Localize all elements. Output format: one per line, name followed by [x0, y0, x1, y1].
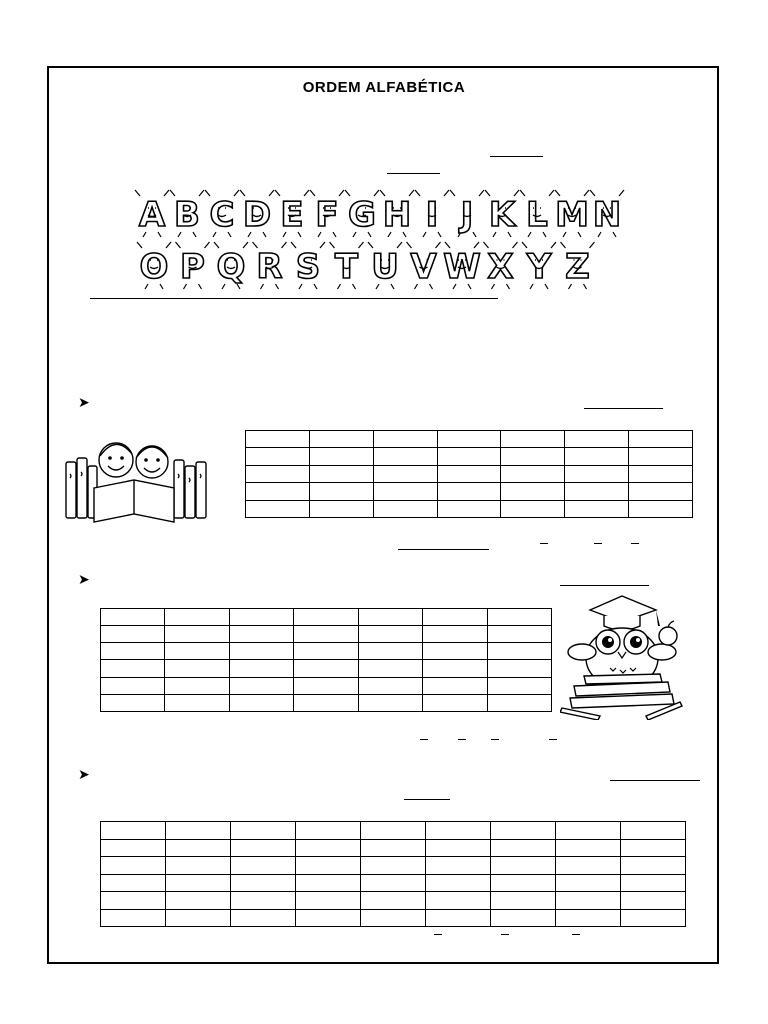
alphabet-letter-glyph: P	[180, 247, 205, 287]
blank-cell[interactable]	[101, 660, 165, 677]
blank-cell[interactable]	[629, 500, 693, 517]
blank-cell[interactable]	[491, 857, 556, 875]
table-row	[101, 609, 552, 626]
blank-cell[interactable]	[501, 448, 565, 465]
alphabet-letter-glyph: H	[382, 195, 412, 235]
blank-cell[interactable]	[166, 857, 231, 875]
blank-cell[interactable]	[565, 448, 629, 465]
blank-cell[interactable]	[101, 892, 166, 910]
blank-cell[interactable]	[487, 694, 551, 711]
alphabet-letter-glyph: F	[315, 195, 339, 235]
blank-cell[interactable]	[437, 500, 501, 517]
owl-graduate-illustration	[560, 590, 686, 720]
table-row	[101, 677, 552, 694]
cartoon-alphabet	[132, 184, 632, 292]
alphabet-letter-glyph: T	[334, 247, 359, 287]
dash	[631, 543, 639, 544]
alphabet-letter	[170, 190, 204, 237]
dash	[501, 934, 509, 935]
blank-cell[interactable]	[487, 643, 551, 660]
blank-cell[interactable]	[621, 822, 686, 840]
blank-cell[interactable]	[296, 839, 361, 857]
blank-cell[interactable]	[621, 874, 686, 892]
blank-cell[interactable]	[229, 677, 293, 694]
alphabet-letter-glyph: B	[174, 195, 200, 235]
table-row	[101, 660, 552, 677]
blank-cell[interactable]	[426, 909, 491, 927]
blank-cell[interactable]	[556, 874, 621, 892]
blank-cell[interactable]	[629, 483, 693, 500]
alphabet-letter	[205, 190, 239, 237]
alphabet-letter	[407, 242, 441, 289]
blank-cell[interactable]	[165, 677, 229, 694]
blank-line	[560, 585, 649, 586]
alphabet-letter-glyph: G	[348, 195, 376, 235]
dash	[420, 739, 428, 740]
blank-cell[interactable]	[296, 874, 361, 892]
dash	[572, 934, 580, 935]
alphabet-letter	[485, 190, 519, 237]
blank-cell[interactable]	[361, 874, 426, 892]
blank-cell[interactable]	[556, 822, 621, 840]
blank-line	[387, 173, 440, 174]
blank-cell[interactable]	[423, 643, 487, 660]
blank-cell[interactable]	[491, 909, 556, 927]
dash	[491, 739, 499, 740]
alphabet-letter	[253, 242, 287, 289]
alphabet-letter-glyph: E	[280, 195, 304, 235]
blank-cell[interactable]	[423, 694, 487, 711]
blank-cell[interactable]	[621, 909, 686, 927]
blank-cell[interactable]	[231, 909, 296, 927]
blank-cell[interactable]	[487, 626, 551, 643]
blank-line	[90, 298, 498, 299]
table-row	[101, 874, 686, 892]
blank-cell[interactable]	[166, 822, 231, 840]
blank-cell[interactable]	[501, 500, 565, 517]
alphabet-letter-glyph: K	[488, 195, 516, 235]
blank-cell[interactable]	[101, 857, 166, 875]
blank-cell[interactable]	[229, 660, 293, 677]
exercise-2-table	[100, 608, 552, 712]
blank-cell[interactable]	[426, 857, 491, 875]
blank-cell[interactable]	[246, 431, 310, 448]
blank-cell[interactable]	[231, 874, 296, 892]
alphabet-letter-glyph: Z	[565, 247, 590, 287]
blank-cell[interactable]	[165, 609, 229, 626]
blank-cell[interactable]	[491, 874, 556, 892]
blank-cell[interactable]	[294, 660, 358, 677]
alphabet-letter	[555, 190, 589, 237]
blank-cell[interactable]	[437, 465, 501, 482]
worksheet-title: ORDEM ALFABÉTICA	[302, 79, 466, 96]
exercise-3-table	[100, 821, 686, 927]
alphabet-letter	[590, 190, 624, 237]
alphabet-letter-glyph: W	[443, 247, 481, 287]
alphabet-letter	[380, 190, 414, 237]
alphabet-letter-glyph: D	[242, 195, 272, 235]
blank-cell[interactable]	[246, 500, 310, 517]
table-row	[101, 857, 686, 875]
blank-cell[interactable]	[229, 694, 293, 711]
blank-cell[interactable]	[361, 909, 426, 927]
blank-cell[interactable]	[373, 483, 437, 500]
table-row	[246, 465, 693, 482]
blank-cell[interactable]	[294, 626, 358, 643]
blank-cell[interactable]	[621, 892, 686, 910]
blank-cell[interactable]	[501, 431, 565, 448]
alphabet-letter-glyph: O	[139, 247, 169, 287]
alphabet-letter-glyph: J	[460, 195, 474, 235]
alphabet-letter	[450, 190, 484, 237]
dash	[434, 934, 442, 935]
blank-cell[interactable]	[309, 500, 373, 517]
alphabet-letter-glyph: R	[256, 247, 283, 287]
alphabet-letter	[443, 242, 481, 289]
blank-cell[interactable]	[361, 857, 426, 875]
alphabet-letter	[484, 242, 518, 289]
blank-cell[interactable]	[231, 892, 296, 910]
blank-cell[interactable]	[101, 839, 166, 857]
blank-cell[interactable]	[231, 857, 296, 875]
blank-cell[interactable]	[165, 626, 229, 643]
blank-cell[interactable]	[296, 892, 361, 910]
alphabet-letter-glyph: I	[425, 195, 439, 235]
blank-line	[610, 780, 700, 781]
blank-cell[interactable]	[487, 677, 551, 694]
alphabet-letter-glyph: L	[526, 195, 548, 235]
alphabet-letter-glyph: U	[371, 247, 399, 287]
blank-cell[interactable]	[629, 431, 693, 448]
blank-cell[interactable]	[309, 483, 373, 500]
blank-line	[398, 549, 489, 550]
blank-cell[interactable]	[426, 822, 491, 840]
blank-cell[interactable]	[556, 892, 621, 910]
dash	[458, 739, 466, 740]
blank-cell[interactable]	[246, 483, 310, 500]
blank-cell[interactable]	[565, 500, 629, 517]
blank-cell[interactable]	[437, 431, 501, 448]
alphabet-letter	[522, 242, 556, 289]
blank-cell[interactable]	[165, 660, 229, 677]
blank-cell[interactable]	[491, 892, 556, 910]
alphabet-row-2	[137, 242, 595, 289]
blank-cell[interactable]	[101, 909, 166, 927]
blank-cell[interactable]	[565, 431, 629, 448]
blank-cell[interactable]	[629, 465, 693, 482]
blank-cell[interactable]	[294, 694, 358, 711]
dash	[594, 543, 602, 544]
blank-cell[interactable]	[426, 892, 491, 910]
blank-cell[interactable]	[361, 892, 426, 910]
blank-cell[interactable]	[101, 643, 165, 660]
blank-line	[490, 156, 543, 157]
blank-cell[interactable]	[309, 465, 373, 482]
blank-line	[404, 799, 450, 800]
table-row	[101, 839, 686, 857]
bullet-arrow-icon: ➤	[78, 395, 90, 411]
blank-cell[interactable]	[373, 500, 437, 517]
table-row	[101, 694, 552, 711]
blank-cell[interactable]	[229, 609, 293, 626]
alphabet-letter-glyph: Q	[216, 247, 246, 287]
blank-cell[interactable]	[565, 483, 629, 500]
alphabet-letter	[310, 190, 344, 237]
blank-cell[interactable]	[231, 822, 296, 840]
blank-cell[interactable]	[294, 643, 358, 660]
alphabet-letter	[368, 242, 402, 289]
blank-cell[interactable]	[358, 609, 422, 626]
bullet-arrow-icon: ➤	[78, 767, 90, 783]
blank-cell[interactable]	[101, 822, 166, 840]
alphabet-letter	[415, 190, 449, 237]
alphabet-letter-glyph: S	[295, 247, 321, 287]
table-row	[246, 500, 693, 517]
blank-cell[interactable]	[491, 822, 556, 840]
alphabet-letter	[520, 190, 554, 237]
blank-cell[interactable]	[294, 609, 358, 626]
blank-cell[interactable]	[231, 839, 296, 857]
table-row	[101, 626, 552, 643]
blank-cell[interactable]	[423, 677, 487, 694]
blank-cell[interactable]	[246, 448, 310, 465]
alphabet-letter	[176, 242, 210, 289]
alphabet-letter-glyph: V	[410, 247, 437, 287]
alphabet-letter-glyph: X	[487, 247, 514, 287]
alphabet-letter	[291, 242, 325, 289]
blank-cell[interactable]	[229, 643, 293, 660]
blank-cell[interactable]	[296, 857, 361, 875]
blank-cell[interactable]	[373, 465, 437, 482]
blank-cell[interactable]	[296, 909, 361, 927]
blank-cell[interactable]	[423, 626, 487, 643]
blank-cell[interactable]	[556, 839, 621, 857]
alphabet-letter	[275, 190, 309, 237]
blank-cell[interactable]	[501, 483, 565, 500]
alphabet-letter	[137, 242, 171, 289]
alphabet-letter	[330, 242, 364, 289]
blank-cell[interactable]	[437, 448, 501, 465]
blank-line	[584, 408, 663, 409]
blank-cell[interactable]	[373, 448, 437, 465]
blank-cell[interactable]	[629, 448, 693, 465]
dash	[540, 543, 548, 544]
blank-cell[interactable]	[358, 660, 422, 677]
blank-cell[interactable]	[501, 465, 565, 482]
alphabet-letter-glyph: A	[138, 195, 166, 235]
blank-cell[interactable]	[373, 431, 437, 448]
dash	[549, 739, 557, 740]
blank-cell[interactable]	[361, 839, 426, 857]
blank-cell[interactable]	[426, 874, 491, 892]
alphabet-letter	[240, 190, 274, 237]
table-row	[246, 431, 693, 448]
blank-cell[interactable]	[309, 431, 373, 448]
blank-cell[interactable]	[166, 892, 231, 910]
alphabet-letter-glyph: C	[209, 195, 235, 235]
alphabet-letter	[214, 242, 248, 289]
alphabet-letter	[345, 190, 379, 237]
table-row	[101, 909, 686, 927]
blank-cell[interactable]	[423, 660, 487, 677]
blank-cell[interactable]	[556, 909, 621, 927]
blank-cell[interactable]	[101, 874, 166, 892]
blank-cell[interactable]	[621, 857, 686, 875]
blank-cell[interactable]	[246, 465, 310, 482]
blank-cell[interactable]	[101, 609, 165, 626]
blank-cell[interactable]	[166, 909, 231, 927]
table-row	[101, 643, 552, 660]
blank-cell[interactable]	[166, 874, 231, 892]
blank-cell[interactable]	[309, 448, 373, 465]
alphabet-letter-glyph: M	[555, 195, 589, 235]
blank-cell[interactable]	[166, 839, 231, 857]
table-row	[246, 448, 693, 465]
blank-cell[interactable]	[296, 822, 361, 840]
blank-cell[interactable]	[487, 660, 551, 677]
bullet-arrow-icon: ➤	[78, 572, 90, 588]
kids-reading-illustration	[64, 432, 216, 524]
table-row	[246, 483, 693, 500]
alphabet-letter	[135, 190, 169, 237]
blank-cell[interactable]	[556, 857, 621, 875]
blank-cell[interactable]	[487, 609, 551, 626]
alphabet-row-1	[135, 190, 624, 237]
exercise-1-table	[245, 430, 693, 518]
blank-cell[interactable]	[294, 677, 358, 694]
blank-cell[interactable]	[361, 822, 426, 840]
blank-cell[interactable]	[491, 839, 556, 857]
table-row	[101, 892, 686, 910]
blank-cell[interactable]	[437, 483, 501, 500]
table-row	[101, 822, 686, 840]
blank-cell[interactable]	[426, 839, 491, 857]
blank-cell[interactable]	[358, 694, 422, 711]
blank-cell[interactable]	[229, 626, 293, 643]
blank-cell[interactable]	[358, 643, 422, 660]
blank-cell[interactable]	[101, 677, 165, 694]
blank-cell[interactable]	[423, 609, 487, 626]
blank-cell[interactable]	[358, 626, 422, 643]
blank-cell[interactable]	[621, 839, 686, 857]
alphabet-letter	[561, 242, 595, 289]
alphabet-letter-glyph: Y	[526, 247, 552, 287]
blank-cell[interactable]	[165, 643, 229, 660]
blank-cell[interactable]	[565, 465, 629, 482]
blank-cell[interactable]	[165, 694, 229, 711]
blank-cell[interactable]	[358, 677, 422, 694]
blank-cell[interactable]	[101, 694, 165, 711]
blank-cell[interactable]	[101, 626, 165, 643]
alphabet-letter-glyph: N	[592, 195, 622, 235]
